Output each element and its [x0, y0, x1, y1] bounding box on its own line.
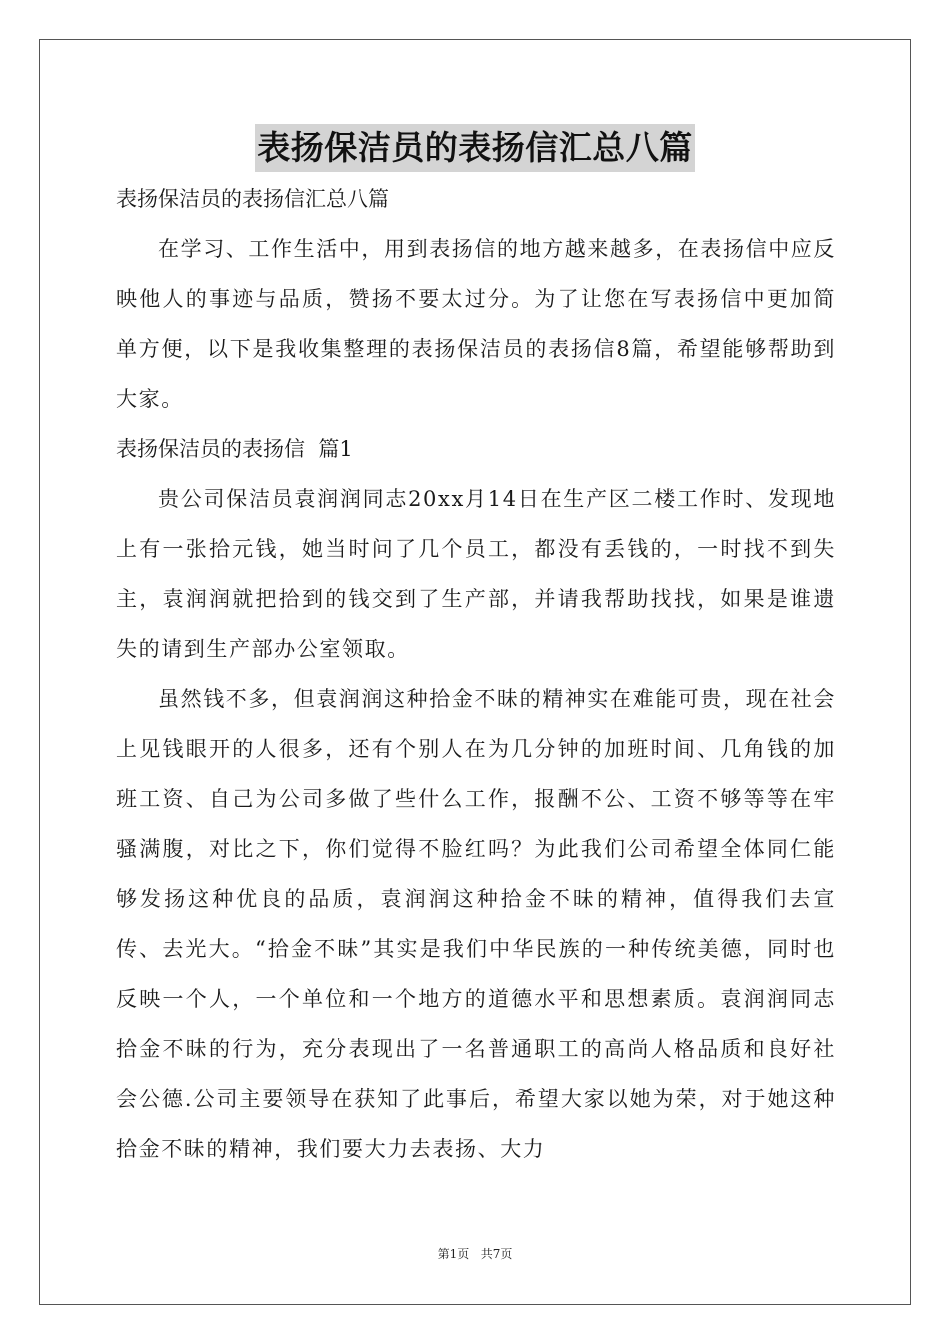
document-body: [116, 174, 836, 1174]
body-paragraph-1: 贵公司保洁员袁润润同志20xx月14日在生产区二楼工作时、发现地上有一张拾元钱，她当时问了几个员工，都没有丢钱的，一时找不到失主，袁润润就把拾到的钱交到了生产部，并请我帮助找找，如果是谁遗失的请到生产部办公室领取。: [116, 487, 836, 661]
body-paragraph-2: 虽然钱不多，但袁润润这种拾金不昧的精神实在难能可贵，现在社会上见钱眼开的人很多，还有个别人在为几分钟的加班时间、几角钱的加班工资、自己为公司多做了些什么工作，报酬不公、工资不够等等在牢骚满腹，对比之下，你们觉得不脸红吗？为此我们公司希望全体同仁能够发扬这种优良的品质，袁润润这种拾金不昧的精神，值得我们去宣传、去光大。“拾金不昧”其实是我们中华民族的一种传统美德，同时也反映一个人，一个单位和一个地方的道德水平和思想素质。袁润润同志拾金不昧的行为，充分表现出了一名普通职工的高尚人格品质和良好社会公德.公司主要领导在获知了此事后，希望大家以她为荣，对于她这种拾金不昧的精神，我们要大力去表扬、大力: [116, 687, 836, 1161]
document-subtitle: 表扬保洁员的表扬信汇总八篇: [116, 187, 389, 211]
page-number: 第1页 共7页: [437, 1247, 513, 1261]
section-heading: 表扬保洁员的表扬信 篇1: [116, 437, 353, 461]
page-footer: [0, 1245, 950, 1262]
intro-paragraph: 在学习、工作生活中，用到表扬信的地方越来越多，在表扬信中应反映他人的事迹与品质，赞扬不要太过分。为了让您在写表扬信中更加简单方便，以下是我收集整理的表扬保洁员的表扬信8篇，希望能够帮助到大家。: [116, 237, 836, 411]
document-title: 表扬保洁员的表扬信汇总八篇: [255, 124, 695, 172]
title-container: [0, 124, 950, 172]
